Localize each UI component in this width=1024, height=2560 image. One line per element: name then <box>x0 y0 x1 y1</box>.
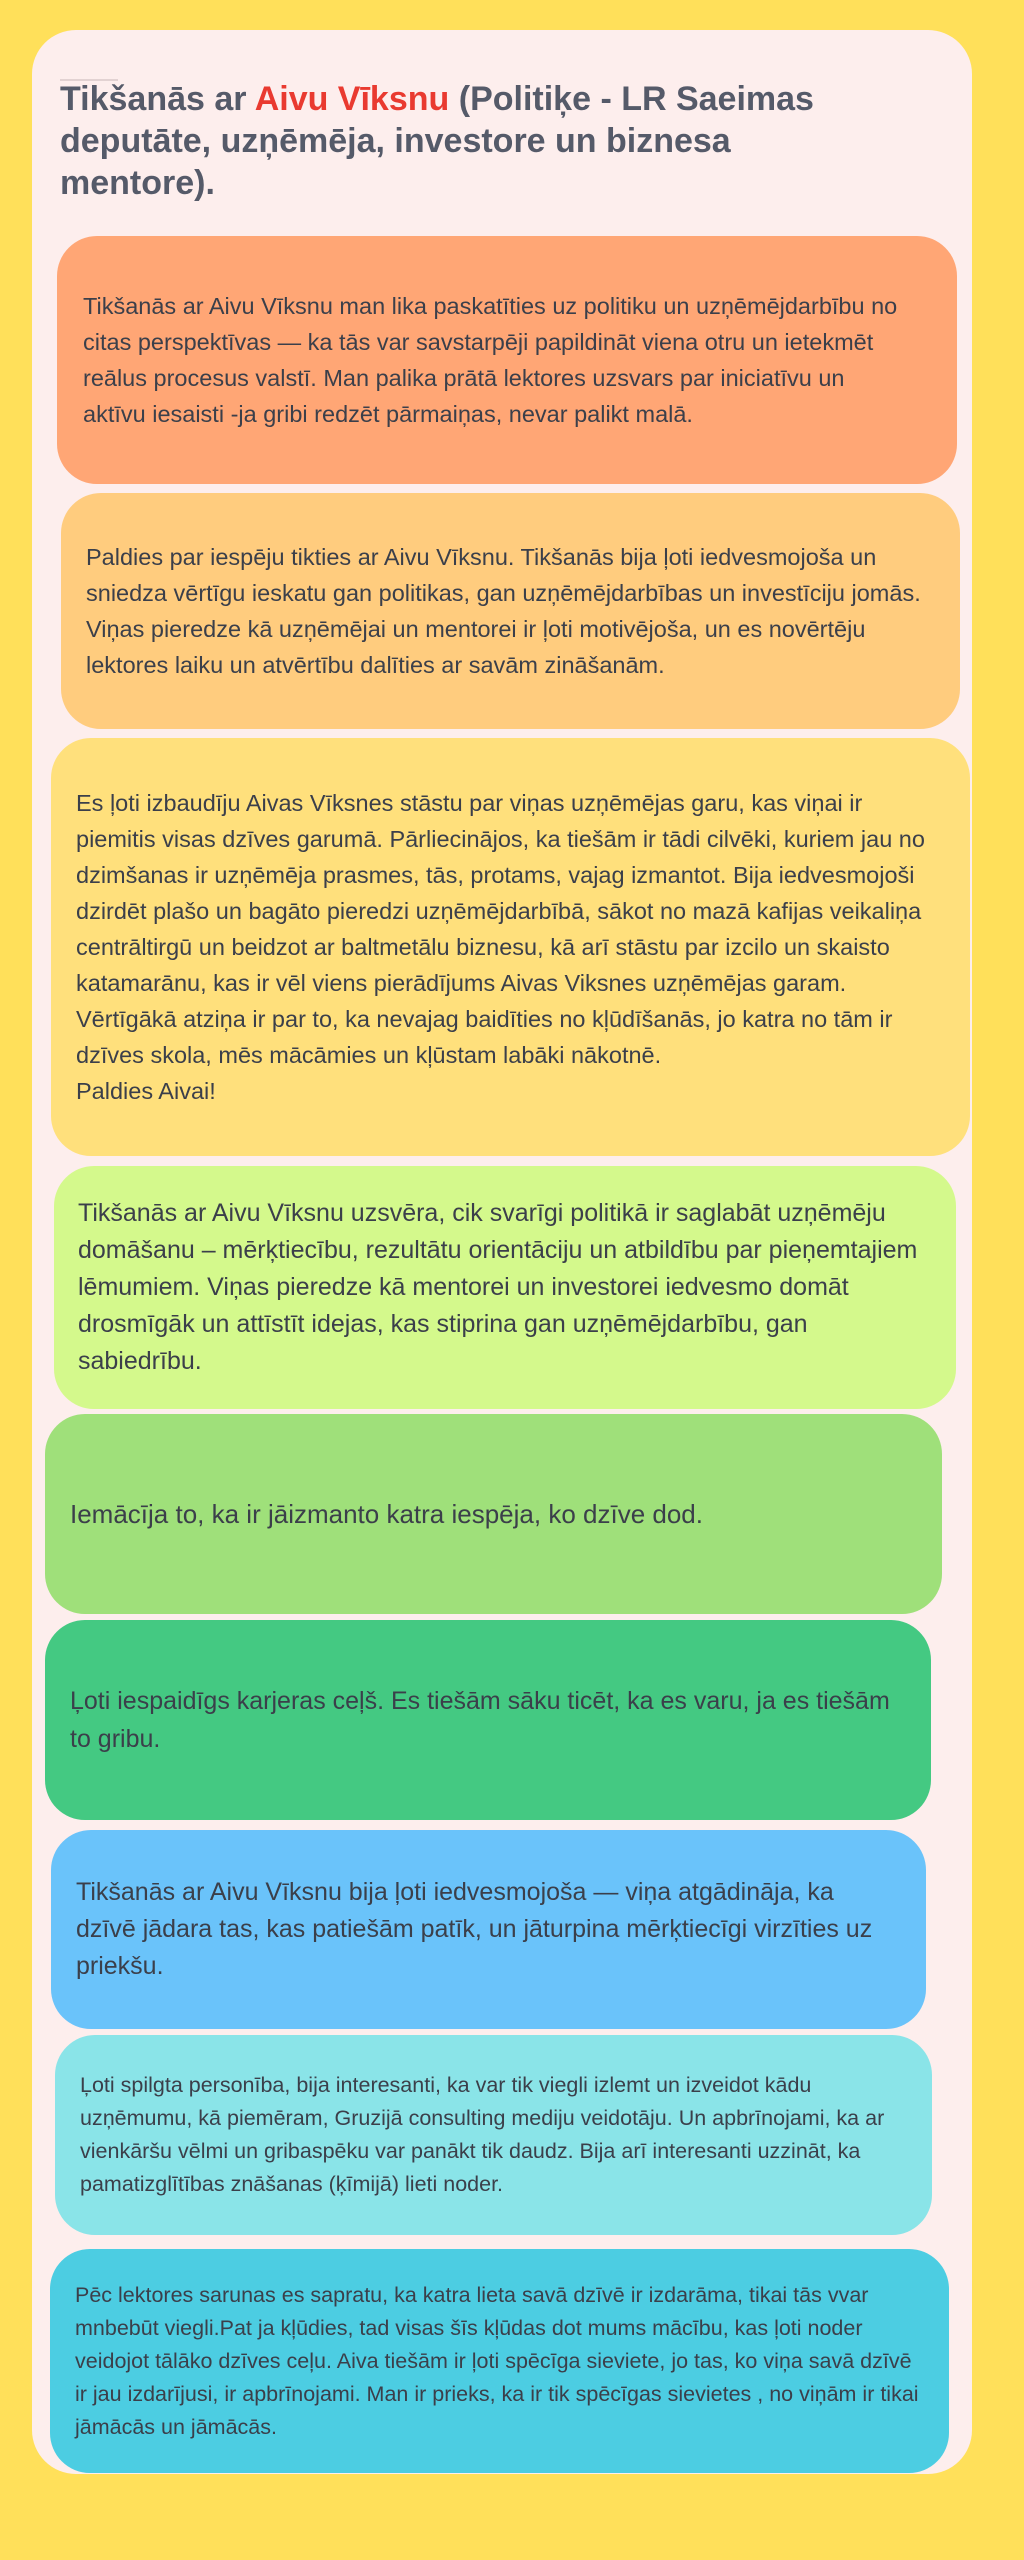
feedback-text: Tikšanās ar Aivu Vīksnu bija ļoti iedvesmojoša — viņa atgādināja, ka dzīvē jādara tas, kas patiešām patīk, un jāturpina mērķtiecīgi virzīties uz priekšu. <box>76 1878 873 1980</box>
feedback-text: Tikšanās ar Aivu Vīksnu man lika paskatīties uz politiku un uzņēmējdarbību no citas perspektīvas — ka tās var savstarpēji papildināt viena otru un ietekmēt reālus procesus valstī. Man palika prātā lektores uzsvars par iniciatīvu un aktīvu iesaisti -ja gribi redzēt pārmaiņas, nevar palikt malā. <box>83 293 898 427</box>
feedback-text: Iemācīja to, ka ir jāizmanto katra iespēja, ko dzīve dod. <box>70 1499 703 1529</box>
feedback-card <box>57 236 957 484</box>
feedback-text: Paldies par iespēju tikties ar Aivu Vīksnu. Tikšanās bija ļoti iedvesmojoša un sniedza vērtīgu ieskatu gan politikas, gan uzņēmējdarbības un investīciju jomās. Viņas pieredze kā uzņēmējai un mentorei ir ļoti motivējoša, un es novērtēju lektores laiku un atvērtību dalīties ar savām zināšanām. <box>86 544 921 678</box>
page-title <box>60 78 880 204</box>
feedback-card <box>50 2249 949 2473</box>
feedback-card <box>61 493 960 729</box>
title-highlight: Aivu Vīksnu <box>254 80 450 118</box>
feedback-card <box>45 1620 931 1820</box>
feedback-card <box>51 738 970 1156</box>
feedback-text: Pēc lektores sarunas es sapratu, ka katra lieta savā dzīvē ir izdarāma, tikai tās vvar mnbebūt viegli.Pat ja kļūdies, tad visas šīs kļūdas dot mums mācību, kas ļoti noder veidojot tālāko dzīves ceļu. Aiva tiešām ir ļoti spēcīga sieviete, jo tas, ko viņa savā dzīvē ir jau izdarījusi, ir apbrīnojami. Man ir prieks, ka ir tik spēcīgas sievietes , no viņām ir tikai jāmācās un jāmācās. <box>75 2282 919 2439</box>
feedback-card <box>51 1830 926 2029</box>
feedback-card <box>54 1166 956 1409</box>
title-suffix: (Politiķe - LR Saeimas deputāte, uzņēmēja, investore un biznesa mentore). <box>60 80 814 202</box>
feedback-text: Tikšanās ar Aivu Vīksnu uzsvēra, cik svarīgi politikā ir saglabāt uzņēmēju domāšanu – mērķtiecību, rezultātu orientāciju un atbildību par pieņemtajiem lēmumiem. Viņas pieredze kā mentorei un investorei iedvesmo domāt drosmīgāk un attīstīt idejas, kas stiprina gan uzņēmējdarbību, gan sabiedrību. <box>78 1199 918 1375</box>
feedback-text: Ļoti iespaidīgs karjeras ceļš. Es tiešām sāku ticēt, ka es varu, ja es tiešām to gribu. <box>70 1687 890 1753</box>
feedback-card <box>55 2035 932 2235</box>
feedback-text: Ļoti spilgta personība, bija interesanti, ka var tik viegli izlemt un izveidot kādu uzņēmumu, kā piemēram, Gruzijā consulting mediju veidotāju. Un apbrīnojami, ka ar vienkāršu vēlmi un gribaspēku var panākt tik daudz. Bija arī interesanti uzzināt, ka pamatizglītības znāšanas (ķīmijā) lieti noder. <box>80 2073 885 2196</box>
feedback-card <box>45 1414 942 1614</box>
title-prefix: Tikšanās ar <box>60 80 255 118</box>
feedback-text: Es ļoti izbaudīju Aivas Vīksnes stāstu par viņas uzņēmējas garu, kas viņai ir piemitis visas dzīves garumā. Pārliecinājos, ka tiešām ir tādi cilvēki, kuriem jau no dzimšanas ir uzņēmēja prasmes, tās, protams, vajag izmantot. Bija iedvesmojoši dzirdēt plašo un bagāto pieredzi uzņēmējdarbībā, sākot no mazā kafijas veikaliņa centrāltirgū un beidzot ar baltmetālu biznesu, kā arī stāstu par izcilo un skaisto katamarānu, kas ir vēl viens pierādījums Aivas Viksnes uzņēmējas garam. Vērtīgākā atziņa ir par to, ka nevajag baidīties no kļūdīšanās, jo katra no tām ir dzīves skola, mēs mācāmies un kļūstam labāki nākotnē. Paldies Aivai! <box>76 790 925 1104</box>
